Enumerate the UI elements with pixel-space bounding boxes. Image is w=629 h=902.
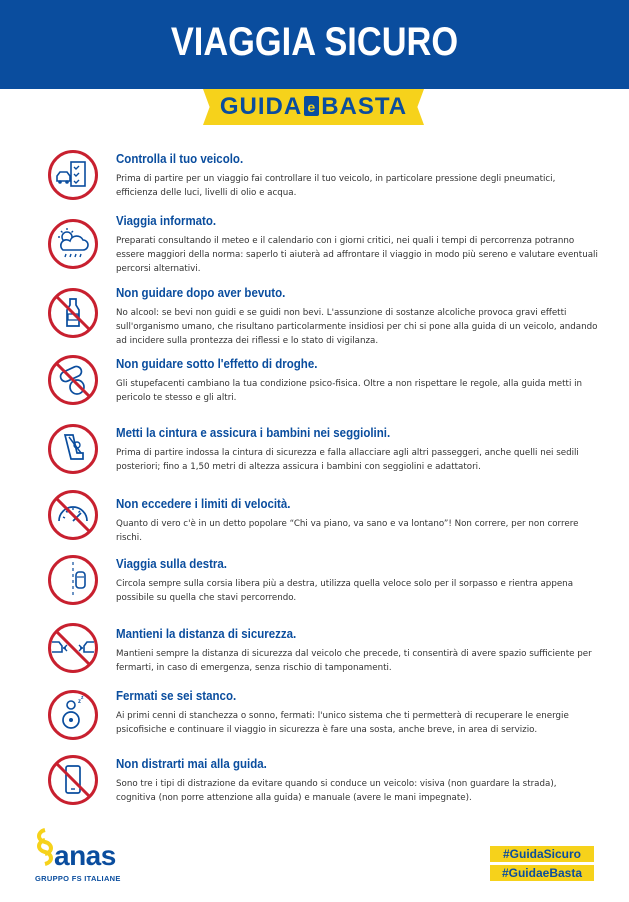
item-text: No alcool: se bevi non guidi e se guidi non bevi. L'assunzione di sostanze alcoliche provoca gravi effetti sull'organismo umano, che risultano particolarmente insidiosi per chi si pone alla guida di un veicolo, andando ad incidere sulla prontezza dei riflessi e lo stato di vigilanza. — [116, 308, 598, 346]
item-text: Quanto di vero c'è in un detto popolare “Chi va piano, va sano e va lontano”! Non correre, per non correre rischi. — [116, 519, 579, 543]
item-title: Non guidare sotto l'effetto di droghe. — [116, 357, 318, 371]
item-text: Ai primi cenni di stanchezza o sonno, fermati: l'unico sistema che ti permetterà di recuperare le energie psicofisiche e continuare il viaggio in sicurezza è fare una sosta, anche breve, in area di servizio. — [116, 711, 569, 735]
svg-text:z: z — [81, 695, 84, 701]
item-text: Prima di partire indossa la cintura di sicurezza e falla allacciare agli altri passeggeri, anche quelli nei sedili posteriori; fino a 1,50 metri di altezza assicura i bambini con seggiolini e adattatori. — [116, 448, 579, 472]
item-title: Fermati se sei stanco. — [116, 689, 237, 703]
seatbelt-icon — [47, 423, 99, 475]
item-title: Non distrarti mai alla guida. — [116, 757, 267, 771]
item-title: Controlla il tuo veicolo. — [116, 152, 244, 166]
header-bar — [0, 0, 629, 89]
hashtag-guida-sicuro: #GuidaSicuro — [490, 846, 594, 862]
safe-distance-icon — [47, 622, 99, 674]
guida-e-basta-banner — [203, 89, 424, 125]
no-drugs-icon — [47, 354, 99, 406]
item-text: Circola sempre sulla corsia libera più a destra, utilizza quella veloce solo per il sorpasso e rientra appena possibile su quella che stavi percorrendo. — [116, 579, 574, 603]
item-text: Sono tre i tipi di distrazione da evitare quando si conduce un veicolo: visiva (non guardare la strada), cognitiva (non porre attenzione alla guida) e manuale (avere le mani impegnate). — [116, 779, 557, 803]
item-text: Gli stupefacenti cambiano la tua condizione psico-fisica. Oltre a non rispettare le regole, alla guida metti in pericolo te stesso e gli altri. — [116, 379, 583, 403]
svg-text:z: z — [78, 699, 81, 705]
anas-logo-text: anas — [54, 840, 116, 871]
item-title: Viaggia sulla destra. — [116, 557, 228, 571]
page-title: VIAGGIA SICURO — [170, 20, 459, 64]
item-title: Non eccedere i limiti di velocità. — [116, 497, 291, 511]
hashtag-guida-e-basta: #GuidaeBasta — [490, 865, 594, 881]
speedometer-icon — [47, 489, 99, 541]
weather-icon — [47, 218, 99, 270]
item-text: Mantieni sempre la distanza di sicurezza dal veicolo che precede, ti consentirà di avere spazio sufficiente per fermarti, in caso di emergenza, senza rischio di tamponamenti. — [116, 649, 592, 673]
tired-driver-icon — [47, 689, 99, 741]
item-text: Prima di partire per un viaggio fai controllare il tuo veicolo, in particolare pressione degli pneumatici, efficienza delle luci, livelli di olio e acqua. — [116, 174, 556, 198]
no-phone-icon — [47, 754, 99, 806]
group-text: GRUPPO FS ITALIANE — [35, 874, 121, 883]
banner-e-badge: e — [304, 96, 319, 116]
item-title: Mantieni la distanza di sicurezza. — [116, 627, 297, 641]
item-text: Preparati consultando il meteo e il calendario con i giorni critici, nei quali i tempi di percorrenza potranno essere maggiori della norma: saperlo ti aiuterà ad affrontare il viaggio in modo più sereno e valutare eventuali percorsi alternativi. — [116, 236, 598, 274]
banner-word-guida: GUIDA — [219, 93, 303, 120]
item-title: Metti la cintura e assicura i bambini nei seggiolini. — [116, 426, 391, 440]
no-alcohol-icon — [47, 287, 99, 339]
item-title: Non guidare dopo aver bevuto. — [116, 286, 286, 300]
banner-word-basta: BASTA — [321, 93, 408, 120]
item-title: Viaggia informato. — [116, 214, 217, 228]
car-checklist-icon — [47, 149, 99, 201]
lane-right-icon — [47, 554, 99, 606]
